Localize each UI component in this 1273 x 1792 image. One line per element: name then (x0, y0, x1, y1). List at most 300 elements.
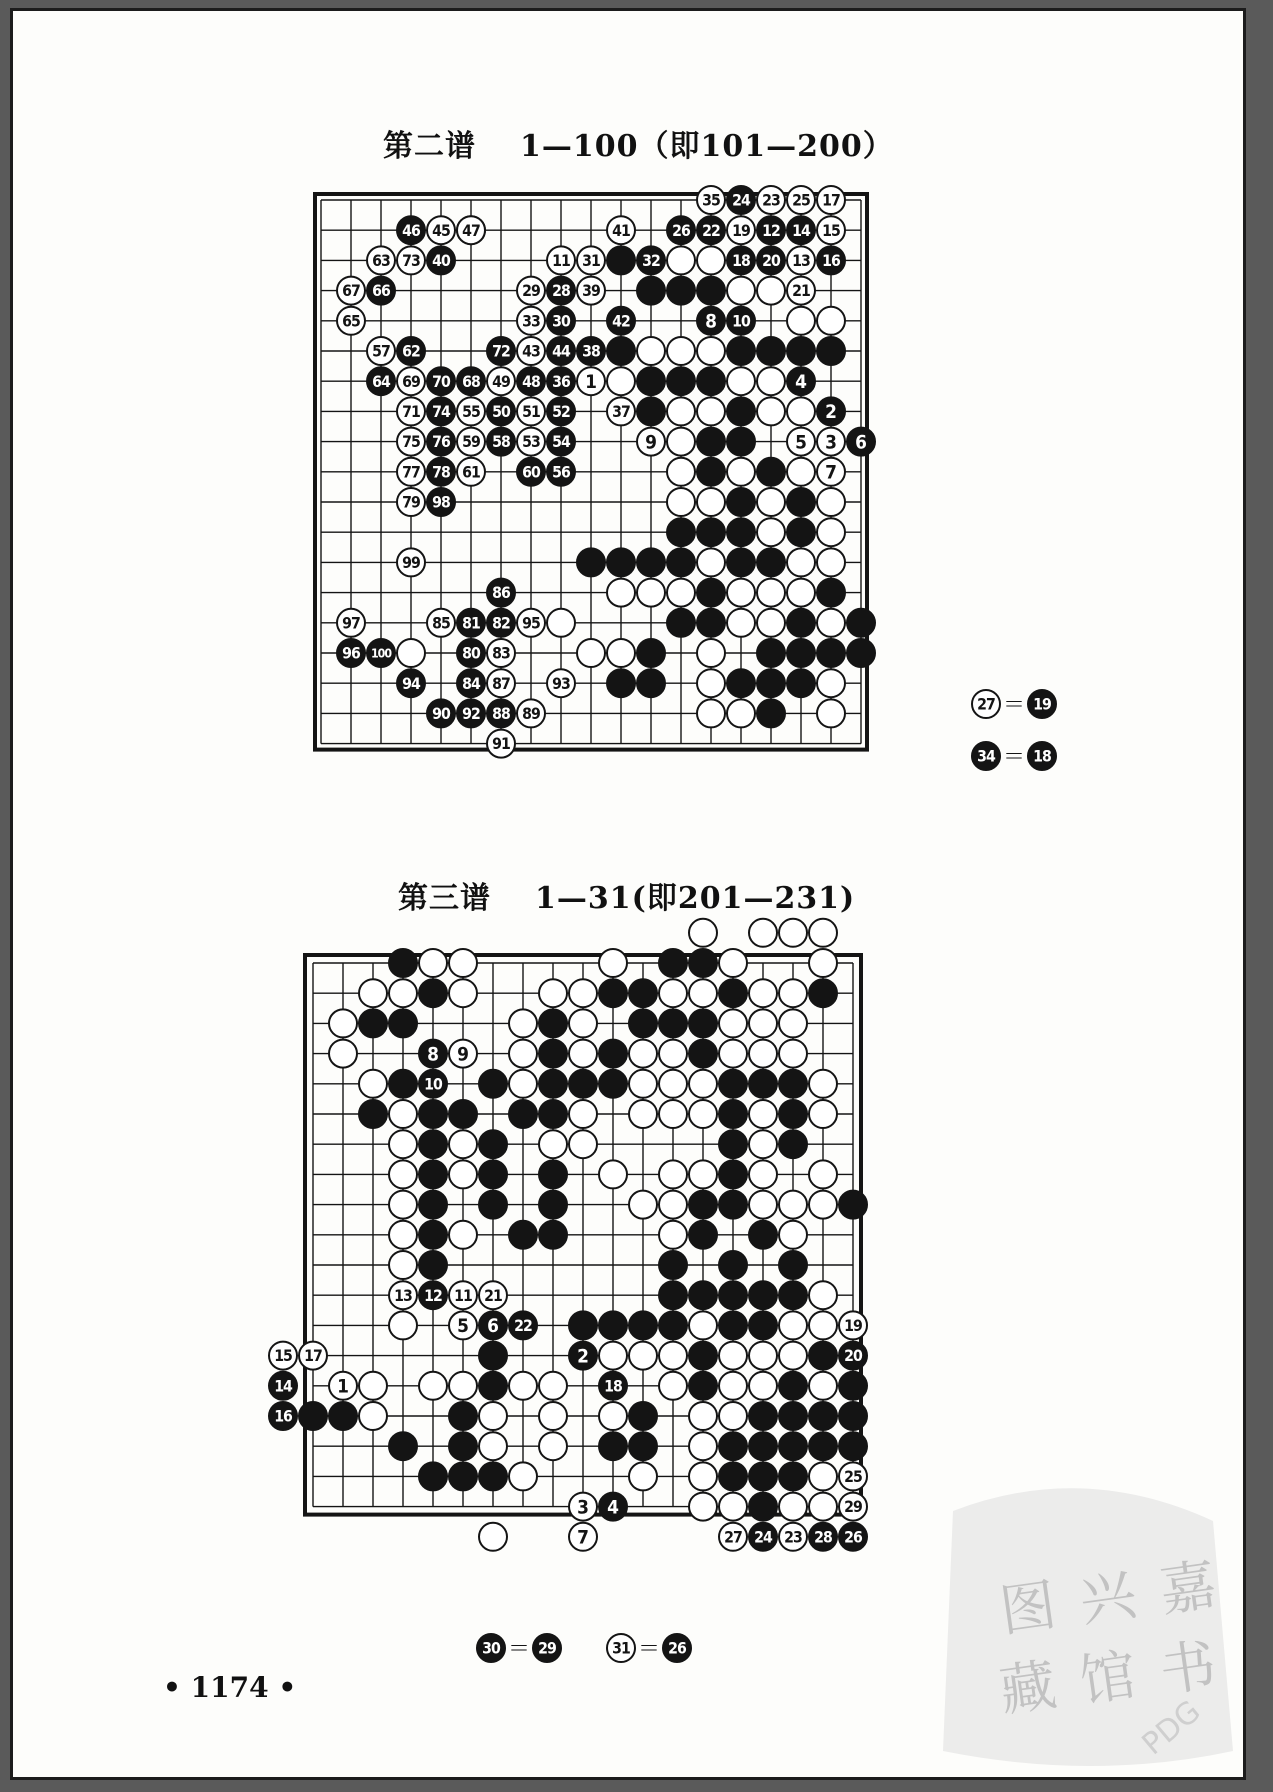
white-stone (659, 1342, 687, 1370)
black-stone (637, 548, 665, 576)
black-stone (719, 1100, 747, 1128)
white-stone (757, 367, 785, 395)
move-number: 23 (762, 190, 780, 210)
black-stone (749, 1462, 777, 1490)
black-stone (509, 1100, 537, 1128)
black-stone (479, 1462, 507, 1490)
move-number: 75 (402, 432, 420, 452)
white-stone (667, 397, 695, 425)
note-number-a: 27 (977, 694, 995, 714)
white-stone (569, 1100, 597, 1128)
white-stone (697, 246, 725, 274)
white-stone (667, 246, 695, 274)
black-stone (607, 246, 635, 274)
white-stone (689, 1493, 717, 1521)
library-seal-watermark (913, 1451, 1243, 1781)
black-stone (757, 699, 785, 727)
move-number: 58 (492, 432, 510, 452)
white-stone (449, 1160, 477, 1188)
white-stone (727, 579, 755, 607)
black-stone (757, 669, 785, 697)
white-stone (697, 639, 725, 667)
white-stone (509, 1009, 537, 1037)
white-stone (809, 1070, 837, 1098)
black-stone (607, 548, 635, 576)
move-number: 21 (484, 1285, 502, 1305)
white-stone (569, 1130, 597, 1158)
watermark-text: PDG (1135, 1693, 1208, 1763)
move-number: 24 (754, 1527, 772, 1547)
move-number: 23 (784, 1527, 802, 1547)
black-stone (719, 1462, 747, 1490)
move-number: 48 (522, 371, 540, 391)
white-stone (817, 518, 845, 546)
move-number: 87 (492, 673, 510, 693)
book-page (10, 8, 1246, 1780)
white-stone (659, 979, 687, 1007)
white-stone (419, 949, 447, 977)
move-number: 20 (762, 251, 780, 271)
move-number: 18 (732, 251, 750, 271)
move-number: 32 (642, 251, 660, 271)
move-number: 68 (462, 371, 480, 391)
white-stone (757, 488, 785, 516)
move-number: 36 (552, 371, 570, 391)
move-number: 72 (492, 341, 510, 361)
white-stone (809, 919, 837, 947)
black-stone (637, 367, 665, 395)
black-stone (629, 1402, 657, 1430)
black-stone (539, 1160, 567, 1188)
white-stone (779, 1342, 807, 1370)
black-stone (697, 579, 725, 607)
black-stone (637, 277, 665, 305)
move-number: 96 (342, 643, 360, 663)
black-stone (599, 1040, 627, 1068)
white-stone (449, 1372, 477, 1400)
move-number: 92 (462, 704, 480, 724)
move-number: 2 (825, 401, 837, 424)
black-stone (667, 609, 695, 637)
note-number-a: 30 (482, 1638, 500, 1658)
white-stone (779, 919, 807, 947)
black-stone (629, 1009, 657, 1037)
white-stone (667, 488, 695, 516)
white-stone (659, 1100, 687, 1128)
white-stone (689, 1160, 717, 1188)
white-stone (809, 1372, 837, 1400)
go-board-diagram-2 (303, 179, 1273, 770)
move-number: 7 (825, 461, 837, 484)
move-number: 8 (705, 310, 717, 333)
move-number: 6 (855, 431, 867, 454)
black-stone (689, 1281, 717, 1309)
move-number: 3 (825, 431, 837, 454)
black-stone (749, 1493, 777, 1521)
move-number: 10 (732, 311, 750, 331)
white-stone (539, 979, 567, 1007)
black-stone (599, 1311, 627, 1339)
black-stone (847, 639, 875, 667)
move-number: 16 (822, 251, 840, 271)
black-stone (839, 1402, 867, 1430)
black-stone (389, 949, 417, 977)
black-stone (569, 1311, 597, 1339)
black-stone (779, 1372, 807, 1400)
move-number: 59 (462, 432, 480, 452)
move-number: 25 (792, 190, 810, 210)
black-stone (727, 397, 755, 425)
black-stone (449, 1100, 477, 1128)
svg-text:藏: 藏 (995, 1652, 1061, 1725)
black-stone (779, 1432, 807, 1460)
white-stone (479, 1523, 507, 1551)
black-stone (727, 518, 755, 546)
white-stone (509, 1070, 537, 1098)
white-stone (629, 1191, 657, 1219)
move-number: 61 (462, 462, 480, 482)
move-number: 67 (342, 281, 360, 301)
move-number: 46 (402, 220, 420, 240)
black-stone (779, 1070, 807, 1098)
move-number: 22 (702, 220, 720, 240)
black-stone (727, 669, 755, 697)
black-stone (389, 1070, 417, 1098)
white-stone (637, 579, 665, 607)
white-stone (607, 367, 635, 395)
black-stone (809, 979, 837, 1007)
black-stone (637, 397, 665, 425)
white-stone (787, 458, 815, 486)
move-number: 10 (424, 1074, 442, 1094)
move-number: 53 (522, 432, 540, 452)
white-stone (629, 1342, 657, 1370)
move-number: 8 (427, 1043, 439, 1066)
white-stone (659, 1221, 687, 1249)
move-number: 28 (814, 1527, 832, 1547)
white-stone (809, 1100, 837, 1128)
white-stone (667, 337, 695, 365)
move-number: 31 (582, 251, 600, 271)
white-stone (667, 428, 695, 456)
move-number: 73 (402, 251, 420, 271)
go-board-diagram-3 (274, 923, 983, 1673)
white-stone (689, 1100, 717, 1128)
white-stone (727, 367, 755, 395)
white-stone (659, 1372, 687, 1400)
black-stone (719, 1130, 747, 1158)
black-stone (689, 1191, 717, 1219)
white-stone (719, 1402, 747, 1430)
white-stone (719, 1372, 747, 1400)
move-number: 7 (577, 1526, 589, 1549)
white-stone (689, 919, 717, 947)
black-stone (659, 1281, 687, 1309)
move-number: 26 (672, 220, 690, 240)
move-number: 5 (457, 1315, 469, 1338)
move-number: 90 (432, 704, 450, 724)
move-number: 11 (552, 251, 570, 271)
black-stone (809, 1402, 837, 1430)
move-number: 70 (432, 371, 450, 391)
black-stone (727, 428, 755, 456)
black-stone (637, 669, 665, 697)
move-number: 18 (604, 1376, 622, 1396)
white-stone (329, 1040, 357, 1068)
black-stone (779, 1251, 807, 1279)
white-stone (779, 1191, 807, 1219)
move-number: 56 (552, 462, 570, 482)
move-number: 88 (492, 704, 510, 724)
black-stone (757, 458, 785, 486)
move-number: 54 (552, 432, 570, 452)
white-stone (389, 1130, 417, 1158)
white-stone (817, 669, 845, 697)
move-number: 91 (492, 734, 510, 754)
black-stone (779, 1100, 807, 1128)
white-stone (757, 518, 785, 546)
black-stone (539, 1221, 567, 1249)
diagram-3-title (398, 873, 855, 917)
white-stone (569, 979, 597, 1007)
black-stone (479, 1342, 507, 1370)
white-stone (389, 1221, 417, 1249)
black-stone (697, 609, 725, 637)
black-stone (787, 518, 815, 546)
note-equals: ＝ (1002, 745, 1026, 770)
move-number: 37 (612, 402, 630, 422)
white-stone (607, 639, 635, 667)
black-stone (787, 609, 815, 637)
black-stone (787, 639, 815, 667)
move-number: 1 (585, 371, 597, 394)
black-stone (359, 1009, 387, 1037)
white-stone (757, 277, 785, 305)
move-number: 16 (274, 1406, 292, 1426)
black-stone (757, 548, 785, 576)
move-number: 52 (552, 402, 570, 422)
white-stone (719, 1040, 747, 1068)
move-number: 94 (402, 673, 420, 693)
move-number: 28 (552, 281, 570, 301)
white-stone (539, 1432, 567, 1460)
white-stone (697, 699, 725, 727)
move-number: 64 (372, 371, 390, 391)
note-equals: ＝ (637, 1637, 661, 1662)
white-stone (397, 639, 425, 667)
move-number: 14 (792, 220, 810, 240)
black-stone (667, 367, 695, 395)
black-stone (667, 277, 695, 305)
white-stone (479, 1402, 507, 1430)
white-stone (809, 1160, 837, 1188)
move-number: 62 (402, 341, 420, 361)
black-stone (689, 1040, 717, 1068)
move-number: 81 (462, 613, 480, 633)
move-number: 40 (432, 251, 450, 271)
white-stone (809, 1191, 837, 1219)
black-stone (299, 1402, 327, 1430)
black-stone (787, 488, 815, 516)
svg-text:馆: 馆 (1075, 1642, 1141, 1715)
move-number: 76 (432, 432, 450, 452)
black-stone (629, 1432, 657, 1460)
note-number-b: 19 (1033, 694, 1051, 714)
svg-text:书: 书 (1155, 1632, 1221, 1705)
move-number: 63 (372, 251, 390, 271)
move-number: 66 (372, 281, 390, 301)
move-number: 2 (577, 1345, 589, 1368)
diagram-2-title (383, 121, 894, 165)
black-stone (479, 1372, 507, 1400)
white-stone (749, 1130, 777, 1158)
black-stone (637, 639, 665, 667)
white-stone (757, 397, 785, 425)
white-stone (697, 397, 725, 425)
move-number: 51 (522, 402, 540, 422)
black-stone (839, 1372, 867, 1400)
black-stone (749, 1070, 777, 1098)
black-stone (727, 548, 755, 576)
black-stone (479, 1070, 507, 1098)
black-stone (449, 1432, 477, 1460)
white-stone (509, 1372, 537, 1400)
move-number: 11 (454, 1285, 472, 1305)
white-stone (787, 548, 815, 576)
note-number-b: 29 (538, 1638, 556, 1658)
white-stone (817, 609, 845, 637)
black-stone (749, 1311, 777, 1339)
black-stone (719, 979, 747, 1007)
black-stone (749, 1402, 777, 1430)
move-number: 19 (732, 220, 750, 240)
move-number: 42 (612, 311, 630, 331)
move-number: 84 (462, 673, 480, 693)
move-number: 17 (304, 1346, 322, 1366)
move-number: 38 (582, 341, 600, 361)
white-stone (689, 1402, 717, 1430)
black-stone (779, 1281, 807, 1309)
move-number: 44 (552, 341, 570, 361)
move-number: 35 (702, 190, 720, 210)
black-stone (719, 1432, 747, 1460)
white-stone (749, 1100, 777, 1128)
black-stone (659, 949, 687, 977)
note-number-b: 26 (668, 1638, 686, 1658)
black-stone (689, 1009, 717, 1037)
white-stone (749, 1342, 777, 1370)
move-number: 13 (394, 1285, 412, 1305)
white-stone (779, 1221, 807, 1249)
white-stone (449, 1221, 477, 1249)
black-stone (817, 639, 845, 667)
move-number: 69 (402, 371, 420, 391)
white-stone (749, 1191, 777, 1219)
move-number: 49 (492, 371, 510, 391)
black-stone (809, 1342, 837, 1370)
white-stone (689, 1311, 717, 1339)
black-stone (419, 1251, 447, 1279)
move-number: 50 (492, 402, 510, 422)
black-stone (689, 1221, 717, 1249)
white-stone (449, 949, 477, 977)
white-stone (689, 1462, 717, 1490)
move-number: 6 (487, 1315, 499, 1338)
white-stone (817, 699, 845, 727)
white-stone (719, 1493, 747, 1521)
page-number: • 1174 • (163, 1671, 297, 1704)
black-stone (607, 337, 635, 365)
note-equals: ＝ (507, 1637, 531, 1662)
white-stone (757, 609, 785, 637)
white-stone (359, 1070, 387, 1098)
white-stone (689, 979, 717, 1007)
white-stone (659, 1040, 687, 1068)
black-stone (697, 518, 725, 546)
move-number: 43 (522, 341, 540, 361)
move-number: 4 (607, 1496, 619, 1519)
white-stone (817, 548, 845, 576)
black-stone (599, 1432, 627, 1460)
diagram-3-title-range: 1—31(即201—231) (535, 881, 856, 916)
white-stone (599, 1342, 627, 1370)
white-stone (809, 1311, 837, 1339)
white-stone (749, 979, 777, 1007)
black-stone (419, 1130, 447, 1158)
black-stone (697, 428, 725, 456)
move-number: 14 (274, 1376, 292, 1396)
svg-text:兴: 兴 (1075, 1562, 1141, 1635)
move-number: 33 (522, 311, 540, 331)
white-stone (689, 1432, 717, 1460)
move-number: 4 (795, 371, 807, 394)
black-stone (839, 1191, 867, 1219)
move-number: 45 (432, 220, 450, 240)
black-stone (329, 1402, 357, 1430)
black-stone (659, 1009, 687, 1037)
move-number: 39 (582, 281, 600, 301)
white-stone (539, 1130, 567, 1158)
black-stone (839, 1432, 867, 1460)
black-stone (629, 1311, 657, 1339)
black-stone (719, 1311, 747, 1339)
white-stone (389, 979, 417, 1007)
white-stone (809, 1281, 837, 1309)
black-stone (779, 1130, 807, 1158)
diagram-2-title-range: 1—100（即101—200） (520, 129, 894, 164)
white-stone (389, 1311, 417, 1339)
move-number: 5 (795, 431, 807, 454)
move-number: 29 (844, 1497, 862, 1517)
move-number: 60 (522, 462, 540, 482)
black-stone (697, 458, 725, 486)
black-stone (607, 669, 635, 697)
black-stone (539, 1070, 567, 1098)
black-stone (539, 1040, 567, 1068)
white-stone (359, 979, 387, 1007)
black-stone (719, 1070, 747, 1098)
white-stone (697, 548, 725, 576)
black-stone (449, 1462, 477, 1490)
white-stone (727, 277, 755, 305)
black-stone (659, 1251, 687, 1279)
black-stone (719, 1281, 747, 1309)
black-stone (689, 949, 717, 977)
svg-text:图: 图 (995, 1572, 1061, 1645)
move-number: 17 (822, 190, 840, 210)
move-number: 24 (732, 190, 750, 210)
white-stone (749, 1160, 777, 1188)
